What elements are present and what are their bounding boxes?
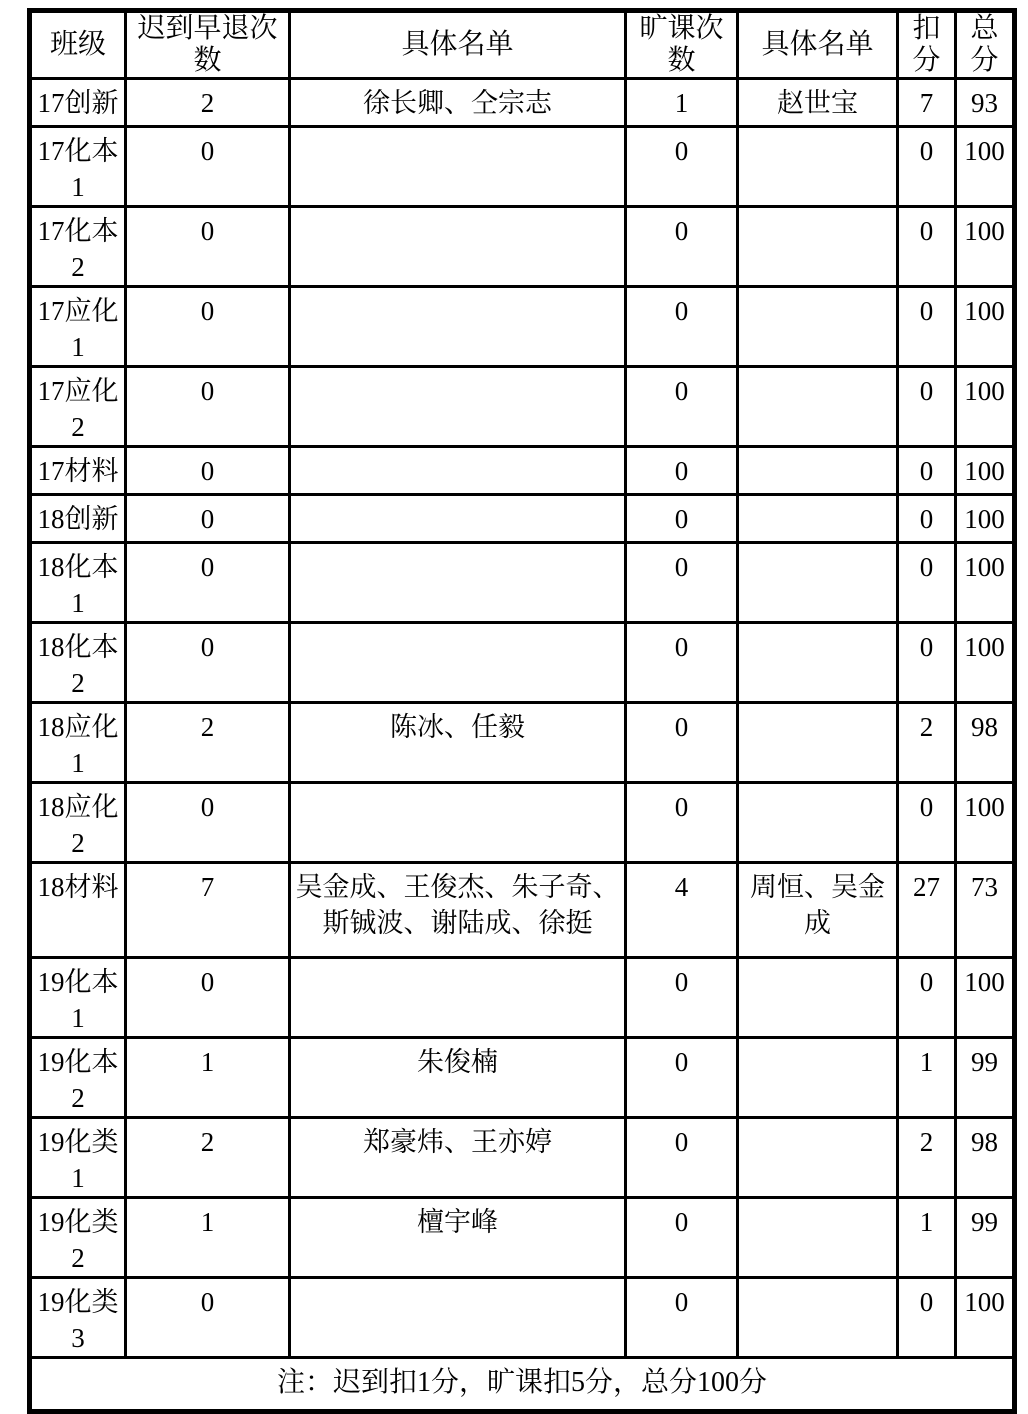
cell-absent-names — [738, 623, 898, 703]
header-absent-names: 具体名单 — [738, 11, 898, 79]
cell-late-count: 1 — [126, 1198, 290, 1278]
cell-late-names: 檀宇峰 — [290, 1198, 626, 1278]
cell-total-score: 73 — [956, 863, 1015, 958]
cell-absent-names — [738, 1118, 898, 1198]
table-row — [30, 287, 1015, 367]
cell-late-count: 2 — [126, 1118, 290, 1198]
cell-total-score: 100 — [956, 495, 1015, 543]
cell-deduction: 1 — [898, 1198, 956, 1278]
cell-class-name: 18化本1 — [30, 543, 126, 623]
table-row — [30, 958, 1015, 1038]
cell-class-name: 17化本1 — [30, 127, 126, 207]
cell-late-count: 2 — [126, 703, 290, 783]
cell-absent-count: 0 — [626, 367, 738, 447]
cell-late-names — [290, 543, 626, 623]
cell-late-count: 0 — [126, 447, 290, 495]
cell-deduction: 0 — [898, 543, 956, 623]
cell-class-name: 18创新 — [30, 495, 126, 543]
cell-total-score: 100 — [956, 127, 1015, 207]
header-late-count: 迟到早退次数 — [126, 11, 290, 79]
cell-class-name: 17化本2 — [30, 207, 126, 287]
cell-late-names: 郑豪炜、王亦婷 — [290, 1118, 626, 1198]
cell-absent-names — [738, 287, 898, 367]
cell-class-name: 17创新 — [30, 79, 126, 127]
header-deduction: 扣分 — [898, 11, 956, 79]
cell-absent-count: 1 — [626, 79, 738, 127]
cell-late-count: 0 — [126, 958, 290, 1038]
cell-late-names: 徐长卿、仝宗志 — [290, 79, 626, 127]
header-total: 总分 — [956, 11, 1015, 79]
table-row — [30, 1198, 1015, 1278]
cell-total-score: 100 — [956, 623, 1015, 703]
cell-deduction: 0 — [898, 127, 956, 207]
cell-absent-count: 0 — [626, 543, 738, 623]
cell-absent-count: 0 — [626, 207, 738, 287]
cell-deduction: 0 — [898, 287, 956, 367]
cell-absent-count: 0 — [626, 447, 738, 495]
table-row — [30, 127, 1015, 207]
cell-deduction: 0 — [898, 207, 956, 287]
table-row — [30, 1118, 1015, 1198]
cell-deduction: 0 — [898, 623, 956, 703]
cell-total-score: 99 — [956, 1198, 1015, 1278]
cell-total-score: 100 — [956, 783, 1015, 863]
table-row — [30, 495, 1015, 543]
cell-class-name: 17应化1 — [30, 287, 126, 367]
cell-late-names — [290, 623, 626, 703]
cell-absent-count: 0 — [626, 1118, 738, 1198]
cell-deduction: 1 — [898, 1038, 956, 1118]
table-row — [30, 623, 1015, 703]
cell-absent-count: 0 — [626, 127, 738, 207]
cell-late-names — [290, 783, 626, 863]
cell-absent-count: 0 — [626, 495, 738, 543]
cell-absent-count: 0 — [626, 703, 738, 783]
cell-class-name: 18化本2 — [30, 623, 126, 703]
cell-absent-names — [738, 783, 898, 863]
cell-late-names — [290, 287, 626, 367]
footer-row — [30, 1358, 1015, 1412]
cell-absent-names — [738, 367, 898, 447]
cell-total-score: 100 — [956, 447, 1015, 495]
cell-total-score: 100 — [956, 287, 1015, 367]
cell-late-count: 0 — [126, 127, 290, 207]
cell-class-name: 18应化2 — [30, 783, 126, 863]
table-row — [30, 207, 1015, 287]
cell-absent-names — [738, 1278, 898, 1358]
cell-class-name: 19化本2 — [30, 1038, 126, 1118]
cell-absent-count: 0 — [626, 783, 738, 863]
cell-class-name: 17材料 — [30, 447, 126, 495]
cell-late-names — [290, 1278, 626, 1358]
cell-total-score: 100 — [956, 543, 1015, 623]
cell-deduction: 0 — [898, 367, 956, 447]
cell-deduction: 2 — [898, 1118, 956, 1198]
cell-absent-count: 0 — [626, 1038, 738, 1118]
cell-deduction: 0 — [898, 495, 956, 543]
cell-total-score: 98 — [956, 703, 1015, 783]
table-row — [30, 543, 1015, 623]
cell-class-name: 17应化2 — [30, 367, 126, 447]
table-row — [30, 447, 1015, 495]
cell-late-count: 0 — [126, 623, 290, 703]
cell-class-name: 18应化1 — [30, 703, 126, 783]
table-row — [30, 79, 1015, 127]
cell-late-names — [290, 127, 626, 207]
cell-absent-names: 赵世宝 — [738, 79, 898, 127]
cell-absent-names — [738, 703, 898, 783]
cell-total-score: 100 — [956, 1278, 1015, 1358]
cell-absent-names — [738, 1198, 898, 1278]
table-footer — [30, 1358, 1015, 1412]
cell-late-count: 7 — [126, 863, 290, 958]
cell-late-names: 吴金成、王俊杰、朱子奇、斯铖波、谢陆成、徐挺 — [290, 863, 626, 958]
cell-absent-names — [738, 127, 898, 207]
table-row — [30, 863, 1015, 958]
attendance-score-table — [27, 8, 1017, 1414]
cell-late-count: 0 — [126, 287, 290, 367]
cell-deduction: 0 — [898, 783, 956, 863]
footer-note: 注：迟到扣1分，旷课扣5分，总分100分 — [30, 1358, 1015, 1412]
header-late-names: 具体名单 — [290, 11, 626, 79]
cell-absent-count: 0 — [626, 623, 738, 703]
table-body — [30, 79, 1015, 1358]
table-row — [30, 1038, 1015, 1118]
cell-late-names — [290, 958, 626, 1038]
header-absent-count: 旷课次数 — [626, 11, 738, 79]
cell-absent-names — [738, 543, 898, 623]
cell-late-names — [290, 207, 626, 287]
cell-late-count: 0 — [126, 367, 290, 447]
cell-late-count: 1 — [126, 1038, 290, 1118]
table-row — [30, 367, 1015, 447]
cell-late-names — [290, 447, 626, 495]
cell-deduction: 27 — [898, 863, 956, 958]
cell-class-name: 18材料 — [30, 863, 126, 958]
table-row — [30, 1278, 1015, 1358]
cell-total-score: 100 — [956, 958, 1015, 1038]
table-row — [30, 703, 1015, 783]
cell-deduction: 0 — [898, 1278, 956, 1358]
cell-total-score: 100 — [956, 367, 1015, 447]
cell-late-count: 0 — [126, 543, 290, 623]
cell-absent-names — [738, 447, 898, 495]
cell-absent-names — [738, 958, 898, 1038]
cell-late-names — [290, 495, 626, 543]
cell-deduction: 0 — [898, 958, 956, 1038]
cell-deduction: 7 — [898, 79, 956, 127]
cell-absent-names — [738, 207, 898, 287]
cell-class-name: 19化类1 — [30, 1118, 126, 1198]
cell-late-count: 0 — [126, 1278, 290, 1358]
table-row — [30, 783, 1015, 863]
cell-late-count: 0 — [126, 495, 290, 543]
cell-late-count: 0 — [126, 783, 290, 863]
cell-late-count: 2 — [126, 79, 290, 127]
cell-late-names: 朱俊楠 — [290, 1038, 626, 1118]
cell-class-name: 19化类2 — [30, 1198, 126, 1278]
cell-deduction: 2 — [898, 703, 956, 783]
cell-class-name: 19化类3 — [30, 1278, 126, 1358]
cell-late-names: 陈冰、任毅 — [290, 703, 626, 783]
cell-absent-count: 0 — [626, 287, 738, 367]
cell-absent-names — [738, 495, 898, 543]
cell-class-name: 19化本1 — [30, 958, 126, 1038]
cell-total-score: 98 — [956, 1118, 1015, 1198]
cell-absent-count: 0 — [626, 1278, 738, 1358]
cell-total-score: 99 — [956, 1038, 1015, 1118]
cell-deduction: 0 — [898, 447, 956, 495]
cell-total-score: 100 — [956, 207, 1015, 287]
cell-absent-names: 周恒、吴金成 — [738, 863, 898, 958]
cell-absent-names — [738, 1038, 898, 1118]
table-header — [30, 11, 1015, 79]
cell-total-score: 93 — [956, 79, 1015, 127]
header-row — [30, 11, 1015, 79]
cell-late-count: 0 — [126, 207, 290, 287]
cell-absent-count: 0 — [626, 1198, 738, 1278]
cell-absent-count: 4 — [626, 863, 738, 958]
header-class: 班级 — [30, 11, 126, 79]
cell-late-names — [290, 367, 626, 447]
cell-absent-count: 0 — [626, 958, 738, 1038]
